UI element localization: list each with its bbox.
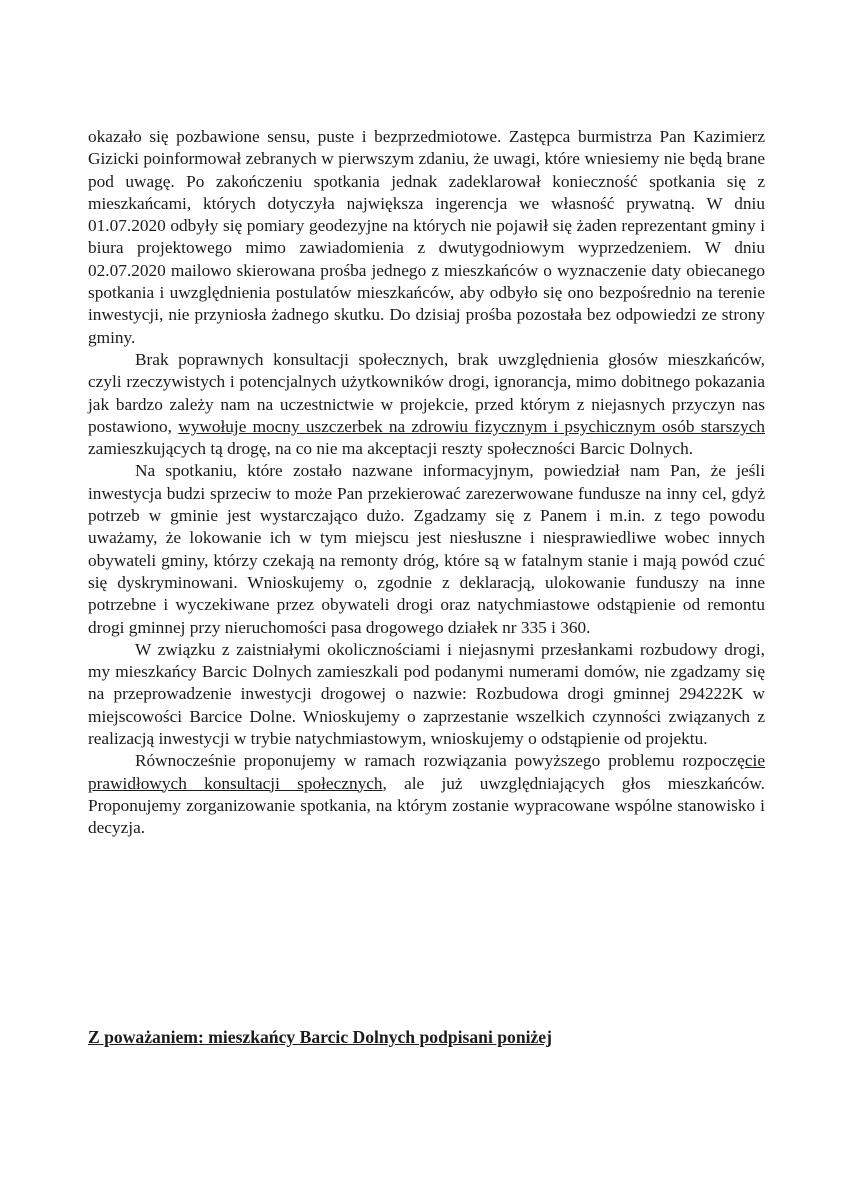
paragraph-meeting-funds (88, 460, 765, 638)
text-run: , ale już uwzględniających głos mieszkańców. Proponujemy zorganizowanie spotkania, na którym zostanie wypracowane wspólne stanowisko i decyzja. (88, 773, 766, 838)
text-run: zamieszkujących tą drogę, na co nie ma akceptacji reszty społeczności Barcic Dolnych. (88, 439, 694, 459)
letter-body (88, 126, 765, 840)
paragraph-consultations-complaint (88, 349, 765, 460)
underlined-text-run: wywołuje mocny uszczerbek na zdrowiu fizycznym i psychicznym osób starszych (178, 416, 765, 436)
text-run: Na spotkaniu, które zostało nazwane informacyjnym, powiedział nam Pan, że jeśli inwestycja budzi sprzeciw to może Pan przekierować zarezerwowane fundusze na inny cel, gdyż potrzeb w gminie jest wystarczająco dużo. Zgadzamy się z Panem i m.in. z tego powodu uważamy, że lokowanie ich w tym miejscu jest niesłuszne i niesprawiedliwe wobec innych obywateli gminy, którzy czekają na remonty dróg, które są w fatalnym stanie i mają powód czuć się dyskryminowani. Wnioskujemy o, zgodnie z deklaracją, ulokowanie funduszy na inne potrzebne i wyczekiwane przez obywateli drogi oraz natychmiastowe odstąpienie od remontu drogi gminnej przy nieruchomości pasa drogowego działek nr 335 i 360. (88, 461, 765, 637)
paragraph-continuation (88, 126, 765, 349)
closing-signature-line: Z poważaniem: mieszkańcy Barcic Dolnych podpisani poniżej (88, 1027, 552, 1047)
paragraph-objection (88, 639, 765, 750)
paragraph-proposal (88, 750, 765, 839)
text-run: W związku z zaistniałymi okolicznościami i niejasnymi przesłankami rozbudowy drogi, my mieszkańcy Barcic Dolnych zamieszkali pod podanymi numerami domów, nie zgadzamy się na przeprowadzenie inwestycji drogowej o nazwie: Rozbudowa drogi gminnej 294222K w miejscowości Barcice Dolne. Wnioskujemy o zaprzestanie wszelkich czynności związanych z realizacją inwestycji w trybie natychmiastowym, wnioskujemy o odstąpienie od projektu. (88, 639, 765, 749)
underlined-text-run: cie prawidłowych konsultacji społecznych (88, 751, 765, 793)
text-run: okazało się pozbawione sensu, puste i bezprzedmiotowe. Zastępca burmistrza Pan Kazimierz Gizicki poinformował zebranych w pierwszym zdaniu, że uwagi, które wniesiemy nie będą brane pod uwagę. Po zakończeniu spotkania jednak zadeklarował konieczność spotkania się z mieszkańcami, których dotyczyła największa ingerencja we własność prywatną. W dniu 01.07.2020 odbyły się pomiary geodezyjne na których nie pojawił się żaden reprezentant gminy i biura projektowego mimo zawiadomienia z dwutygodniowym wyprzedzeniem. W dniu 02.07.2020 mailowo skierowana prośba jednego z mieszkańców o wyznaczenie daty obiecanego spotkania i uwzględnienia postulatów mieszkańców, aby odbyło się ono bezpośrednio na terenie inwestycji, nie przyniosła żadnego skutku. Do dzisiaj prośba pozostała bez odpowiedzi ze strony gminy. (88, 127, 765, 347)
text-run: Brak poprawnych konsultacji społecznych, brak uwzględnienia głosów mieszkańców, czyli rzeczywistych i potencjalnych użytkowników drogi, ignorancja, mimo dobitnego pokazania jak bardzo zależy nam na uczestnictwie w projekcie, przed którym z niejasnych przyczyn nas postawiono, (88, 349, 765, 436)
text-run: Równocześnie proponujemy w ramach rozwiązania powyższego problemu rozpoczę (135, 751, 745, 771)
